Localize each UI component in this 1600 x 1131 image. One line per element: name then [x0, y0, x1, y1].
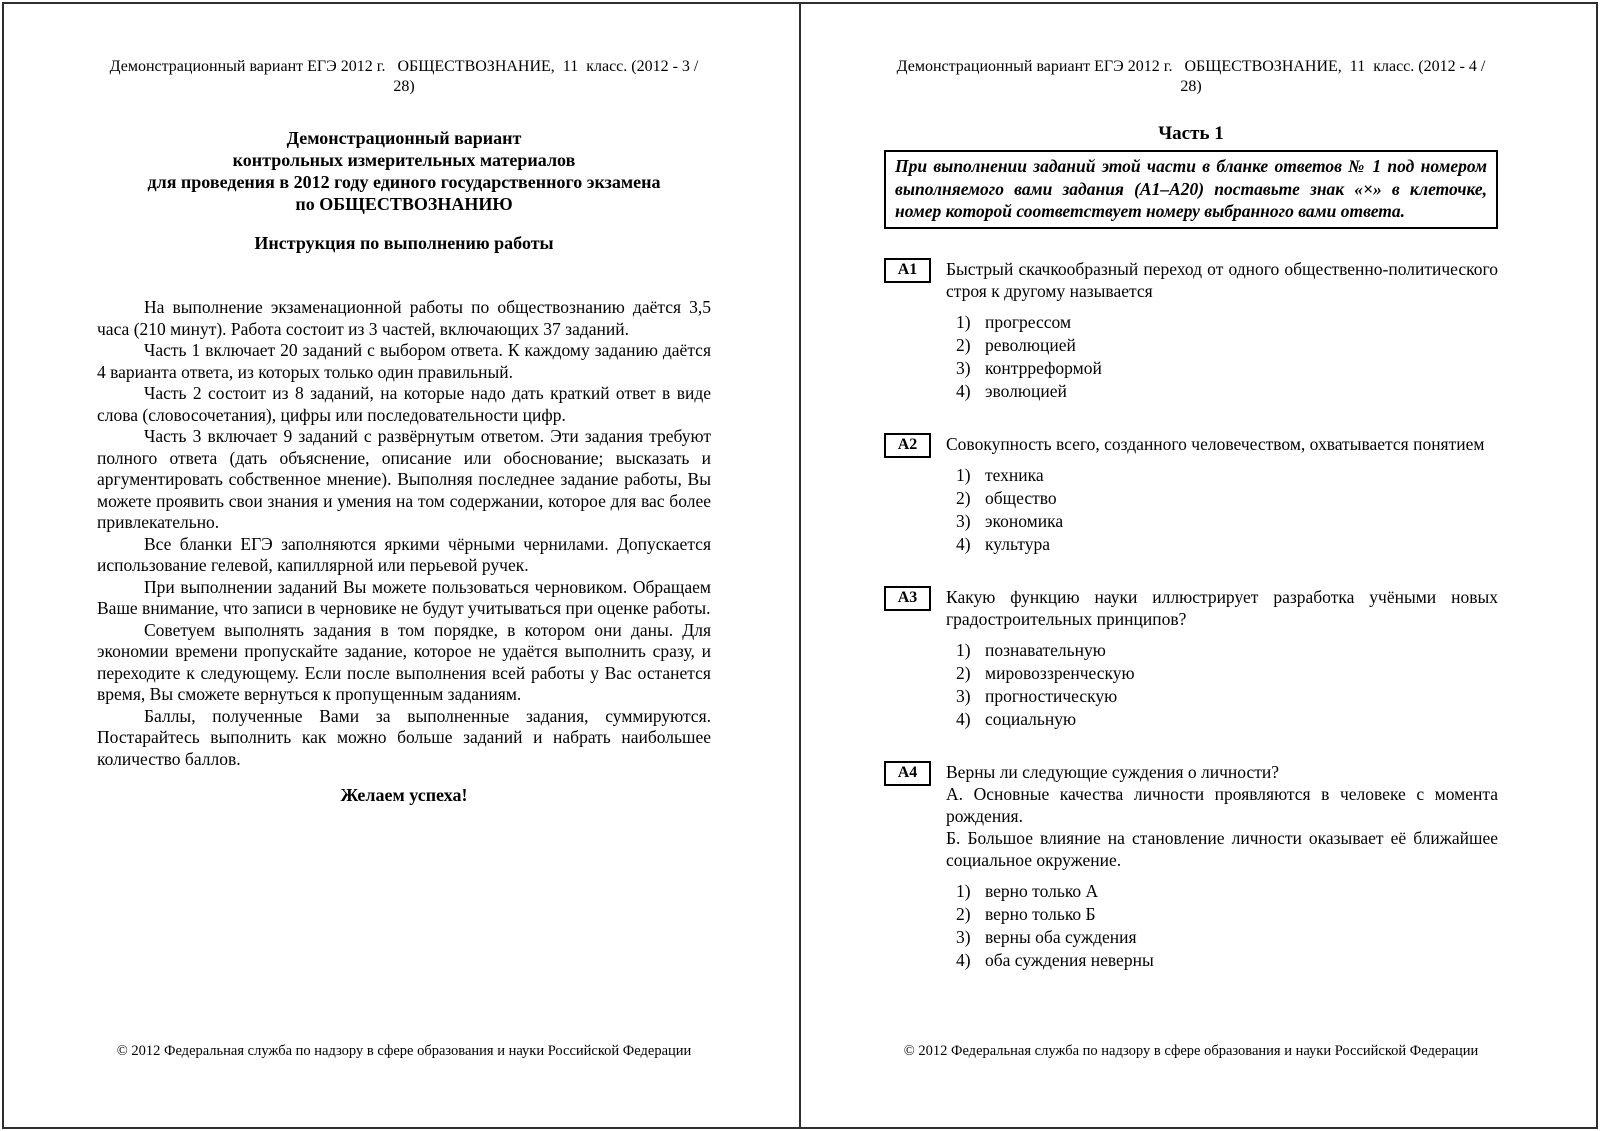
- answer-option: [956, 357, 1498, 380]
- question-label: А3: [884, 586, 931, 611]
- question-body: [946, 258, 1498, 403]
- body-paragraph: Часть 3 включает 9 заданий с развёрнутым ответом. Эти задания требуют полного ответа (дать объяснение, описание или обоснование; высказать и аргументировать собственное мнение). Выполняя последнее задание работы, Вы можете проявить свои знания и умения на том содержании, которое для вас более привлекательно.: [97, 426, 711, 532]
- answer-option: [956, 708, 1498, 731]
- option-number: 3): [956, 357, 971, 378]
- option-number: 4): [956, 708, 971, 729]
- answer-option: [956, 685, 1498, 708]
- option-label: общество: [985, 487, 1057, 508]
- option-number: 1): [956, 880, 971, 901]
- option-label: прогностическую: [985, 685, 1118, 706]
- document-title-line: по ОБЩЕСТВОЗНАНИЮ: [295, 194, 513, 214]
- page-left: [97, 0, 711, 1131]
- option-label: культура: [985, 533, 1050, 554]
- answer-option: [956, 311, 1498, 334]
- document-title: [97, 127, 711, 215]
- page-footer: © 2012 Федеральная служба по надзору в сфере образования и науки Российской Федерации: [903, 1043, 1479, 1059]
- body-paragraph: При выполнении заданий Вы можете пользоваться черновиком. Обращаем Ваше внимание, что записи в черновике не будут учитываться при оценке работы.: [97, 576, 711, 618]
- option-number: 4): [956, 380, 971, 401]
- option-label: социальную: [985, 708, 1077, 729]
- question-statements: [946, 783, 1498, 871]
- question-text: Совокупность всего, созданного человечеством, охватывается понятием: [946, 433, 1485, 454]
- answer-options: [946, 311, 1498, 403]
- option-label: техника: [985, 464, 1044, 485]
- option-label: революцией: [985, 334, 1076, 355]
- question-text: Верны ли следующие суждения о личности?: [946, 761, 1280, 782]
- answer-option: [956, 662, 1498, 685]
- page-footer: © 2012 Федеральная служба по надзору в сфере образования и науки Российской Федерации: [116, 1043, 692, 1059]
- question-block: [884, 433, 1498, 556]
- option-label: верно только Б: [985, 903, 1096, 924]
- body-paragraph: Баллы, полученные Вами за выполненные задания, суммируются. Постарайтесь выполнить как можно больше заданий и набрать наибольшее количество баллов.: [97, 705, 711, 769]
- body-paragraph: На выполнение экзаменационной работы по обществознанию даётся 3,5 часа (210 минут). Работа состоит из 3 частей, включающих 37 заданий.: [97, 297, 711, 339]
- statement-line: Б. Большое влияние на становление личности оказывает её ближайшее социальное окружение.: [946, 827, 1498, 870]
- statement-line: А. Основные качества личности проявляются в человеке с момента рождения.: [946, 783, 1498, 826]
- document-title-line: для проведения в 2012 году единого государственного экзамена: [147, 172, 661, 192]
- option-number: 1): [956, 639, 971, 660]
- question-text: Какую функцию науки иллюстрирует разработка учёными новых градостроительных принципов?: [946, 586, 1498, 629]
- option-label: мировоззренческую: [985, 662, 1135, 683]
- question-block: [884, 761, 1498, 972]
- page-header: Демонстрационный вариант ЕГЭ 2012 г. ОБЩЕСТВОЗНАНИЕ, 11 класс. (2012 - 3 / 28): [109, 58, 703, 95]
- option-label: эволюцией: [985, 380, 1067, 401]
- question-block: [884, 258, 1498, 403]
- body-paragraph: Советуем выполнять задания в том порядке, в котором они даны. Для экономии времени пропускайте задание, которое не удаётся выполнить сразу, и переходите к следующему. Если после выполнения всей работы у Вас останется время, Вы сможете вернуться к пропущенным заданиям.: [97, 619, 711, 704]
- answer-option: [956, 903, 1498, 926]
- answer-option: [956, 533, 1498, 556]
- option-label: верны оба суждения: [985, 926, 1137, 947]
- document-title-line: Демонстрационный вариант: [286, 128, 522, 148]
- question-label: А4: [884, 761, 931, 786]
- answer-option: [956, 464, 1498, 487]
- answer-option: [956, 926, 1498, 949]
- question-body: [946, 433, 1498, 556]
- option-number: 1): [956, 311, 971, 332]
- option-label: контрреформой: [985, 357, 1102, 378]
- answer-option: [956, 380, 1498, 403]
- question-block: [884, 586, 1498, 731]
- option-number: 4): [956, 533, 971, 554]
- question-text: Быстрый скачкообразный переход от одного общественно-политического строя к другому называется: [946, 258, 1498, 301]
- page-header: Демонстрационный вариант ЕГЭ 2012 г. ОБЩЕСТВОЗНАНИЕ, 11 класс. (2012 - 4 / 28): [896, 58, 1490, 95]
- answer-options: [946, 464, 1498, 556]
- answer-options: [946, 880, 1498, 972]
- page-right: [884, 0, 1498, 1131]
- body-paragraph: Все бланки ЕГЭ заполняются яркими чёрными чернилами. Допускается использование гелевой, капиллярной или перьевой ручек.: [97, 533, 711, 575]
- option-label: экономика: [985, 510, 1064, 531]
- option-label: оба суждения неверны: [985, 949, 1154, 970]
- answer-option: [956, 334, 1498, 357]
- question-list: [884, 258, 1498, 972]
- option-label: верно только А: [985, 880, 1099, 901]
- question-body: [946, 586, 1498, 731]
- answer-sheet-instruction-box: При выполнении заданий этой части в бланке ответов № 1 под номером выполняемого вами задания (А1–А20) поставьте знак «×» в клеточке, номер которой соответствует номеру выбранного вами ответа.: [884, 150, 1498, 229]
- option-number: 2): [956, 903, 971, 924]
- option-number: 3): [956, 685, 971, 706]
- option-number: 3): [956, 926, 971, 947]
- option-label: познавательную: [985, 639, 1106, 660]
- answer-option: [956, 487, 1498, 510]
- answer-option: [956, 880, 1498, 903]
- answer-options: [946, 639, 1498, 731]
- document-title-line: контрольных измерительных материалов: [232, 150, 576, 170]
- answer-option: [956, 639, 1498, 662]
- answer-option: [956, 949, 1498, 972]
- option-label: прогрессом: [985, 311, 1072, 332]
- body-paragraph: Часть 2 состоит из 8 заданий, на которые надо дать краткий ответ в виде слова (словосочетания), цифры или последовательности цифр.: [97, 383, 711, 425]
- option-number: 2): [956, 487, 971, 508]
- body-paragraph: Часть 1 включает 20 заданий с выбором ответа. К каждому заданию даётся 4 варианта ответа, из которых только один правильный.: [97, 340, 711, 382]
- option-number: 2): [956, 662, 971, 683]
- closing-line: Желаем успеха!: [340, 785, 468, 805]
- option-number: 2): [956, 334, 971, 355]
- page-divider: [799, 4, 801, 1127]
- question-label: А1: [884, 258, 931, 283]
- instruction-heading: Инструкция по выполнению работы: [254, 233, 554, 253]
- answer-option: [956, 510, 1498, 533]
- question-label: А2: [884, 433, 931, 458]
- option-number: 3): [956, 510, 971, 531]
- option-number: 4): [956, 949, 971, 970]
- option-number: 1): [956, 464, 971, 485]
- question-body: [946, 761, 1498, 972]
- instruction-body: [97, 297, 711, 770]
- part-heading: Часть 1: [1158, 123, 1224, 144]
